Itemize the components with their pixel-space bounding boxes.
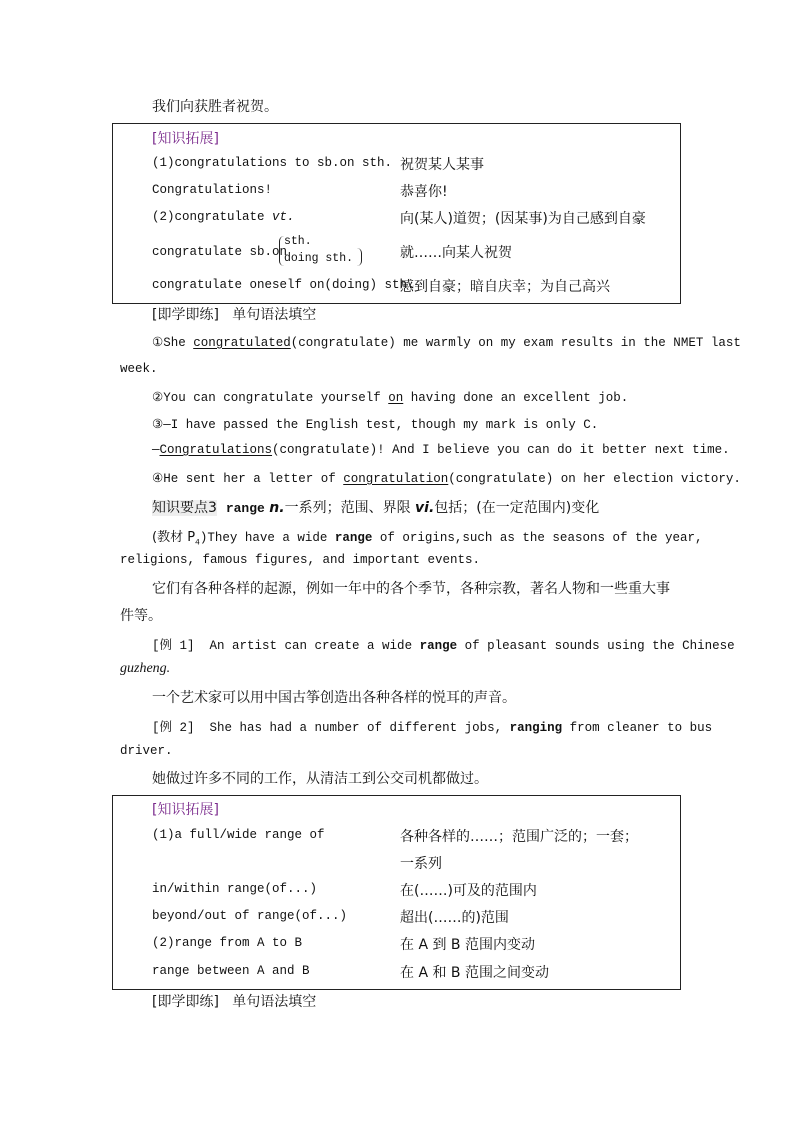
phrase-left: (2)range from A to B xyxy=(152,936,303,950)
box-heading: [知识拓展] xyxy=(152,131,219,147)
pos-label: vi. xyxy=(415,500,435,516)
exercise-2 xyxy=(152,389,628,405)
exercise-1 xyxy=(152,334,741,350)
example-2 xyxy=(152,717,712,735)
box-heading: [知识拓展] xyxy=(152,802,219,818)
phrase-left: congratulate sb.on xyxy=(152,245,288,259)
phrase-left: (1)a full/wide range of xyxy=(152,828,325,842)
right-brace xyxy=(357,248,362,266)
keyword: range xyxy=(419,639,458,653)
exercise-3-reply xyxy=(152,443,730,457)
textbook-sentence xyxy=(152,526,702,548)
example-2-cont: driver. xyxy=(120,744,173,758)
meaning: 包括；(在一定范围内)变化 xyxy=(434,500,600,516)
phrase-left: beyond/out of range(of...) xyxy=(152,909,348,923)
top-translation: 我们向获胜者祝贺。 xyxy=(152,99,278,115)
exercise-text: ②You can congratulate yourself xyxy=(152,391,389,405)
example-label: [例 1] xyxy=(152,639,195,653)
exercise-text: ①She xyxy=(152,336,194,350)
pos-label: vt. xyxy=(272,210,295,224)
keyword: ranging xyxy=(509,721,563,735)
phrase-left: range between A and B xyxy=(152,964,310,978)
sentence-text: of pleasant sounds using the Chinese xyxy=(457,639,735,653)
example-1-translation: 一个艺术家可以用中国古筝创造出各种各样的悦耳的声音。 xyxy=(152,690,516,706)
exercise-text: (congratulate) on her election victory. xyxy=(448,472,741,486)
exercise-text: ④He sent her a letter of xyxy=(152,472,344,486)
sentence-text: from cleaner to bus xyxy=(562,721,713,735)
sentence-text: She has had a number of different jobs, xyxy=(209,721,510,735)
textbook-page: 4 xyxy=(195,538,200,548)
exercise-text: having done an excellent job. xyxy=(403,391,629,405)
exercise-text: (congratulate) me warmly on my exam results in the NMET last xyxy=(290,336,741,350)
phrase-right: 祝贺某人某事 xyxy=(400,157,484,173)
phrase-right: 向(某人)道贺；(因某事)为自己感到自豪 xyxy=(400,211,646,227)
textbook-translation: 它们有各种各样的起源，例如一年中的各个季节，各种宗教，著名人物和一些重大事 xyxy=(152,581,670,597)
practice-subheading: 单句语法填空 xyxy=(232,307,317,323)
practice-subheading: 单句语法填空 xyxy=(232,994,317,1010)
phrase-right: 各种各样的……；范围广泛的；一套； xyxy=(400,829,638,845)
practice-label: [即学即练] xyxy=(152,307,219,323)
phrase-right: 就……向某人祝贺 xyxy=(400,245,512,261)
exercise-text: — xyxy=(152,443,160,457)
phrase-right-cont: 一系列 xyxy=(400,856,442,872)
phrase-left: (1)congratulations to sb.on sth. xyxy=(152,156,393,170)
sentence-text: An artist can create a wide xyxy=(209,639,420,653)
sentence-text: of origins,such as the seasons of the year, xyxy=(372,531,703,545)
pos-label: n. xyxy=(269,500,285,516)
practice-label: [即学即练] xyxy=(152,994,219,1010)
textbook-translation-cont: 件等。 xyxy=(120,608,162,624)
textbook-sentence-cont: religions, famous figures, and important events. xyxy=(120,553,481,567)
example-label: [例 2] xyxy=(152,721,195,735)
exercise-4 xyxy=(152,470,741,486)
phrase-left: congratulate oneself on(doing) sth. xyxy=(152,278,415,292)
exercise-3: ③—I have passed the English test, though my mark is only C. xyxy=(152,418,599,432)
phrase-left xyxy=(152,210,295,224)
answer: congratulation xyxy=(343,472,449,486)
phrase-right: 在 A 和 B 范围之间变动 xyxy=(400,965,549,981)
brace-option: doing sth. xyxy=(284,252,354,265)
example-1-cont: guzheng. xyxy=(120,661,171,676)
answer: Congratulations xyxy=(159,443,273,457)
answer: congratulated xyxy=(193,336,291,350)
example-1 xyxy=(152,635,735,653)
knowledge-box-congratulate xyxy=(112,123,681,304)
keyword: range xyxy=(334,531,373,545)
textbook-source: (教材 P xyxy=(152,530,196,545)
headword: range xyxy=(225,501,265,516)
phrase-right: 恭喜你! xyxy=(400,184,448,200)
phrase-left: Congratulations! xyxy=(152,183,273,197)
practice-heading xyxy=(152,991,316,1011)
point-label: 知识要点3 xyxy=(152,500,217,516)
sentence-text: )They have a wide xyxy=(199,531,335,545)
phrase-right: 在(……)可及的范围内 xyxy=(400,883,537,899)
meaning: 一系列；范围、界限 xyxy=(284,500,411,516)
phrase-right: 在 A 到 B 范围内变动 xyxy=(400,937,535,953)
practice-heading xyxy=(152,304,316,324)
phrase-left: in/within range(of...) xyxy=(152,882,318,896)
knowledge-box-range xyxy=(112,795,681,990)
phrase-left-text: (2)congratulate xyxy=(152,210,273,224)
phrase-right: 感到自豪；暗自庆幸；为自己高兴 xyxy=(400,279,610,295)
exercise-1-cont: week. xyxy=(120,362,158,376)
example-2-translation: 她做过许多不同的工作，从清洁工到公交司机都做过。 xyxy=(152,771,488,787)
phrase-right: 超出(……的)范围 xyxy=(400,910,509,926)
knowledge-point-heading xyxy=(152,497,599,517)
brace-option: sth. xyxy=(284,235,312,248)
answer: on xyxy=(388,391,404,405)
exercise-text: (congratulate)! And I believe you can do it better next time. xyxy=(272,443,730,457)
